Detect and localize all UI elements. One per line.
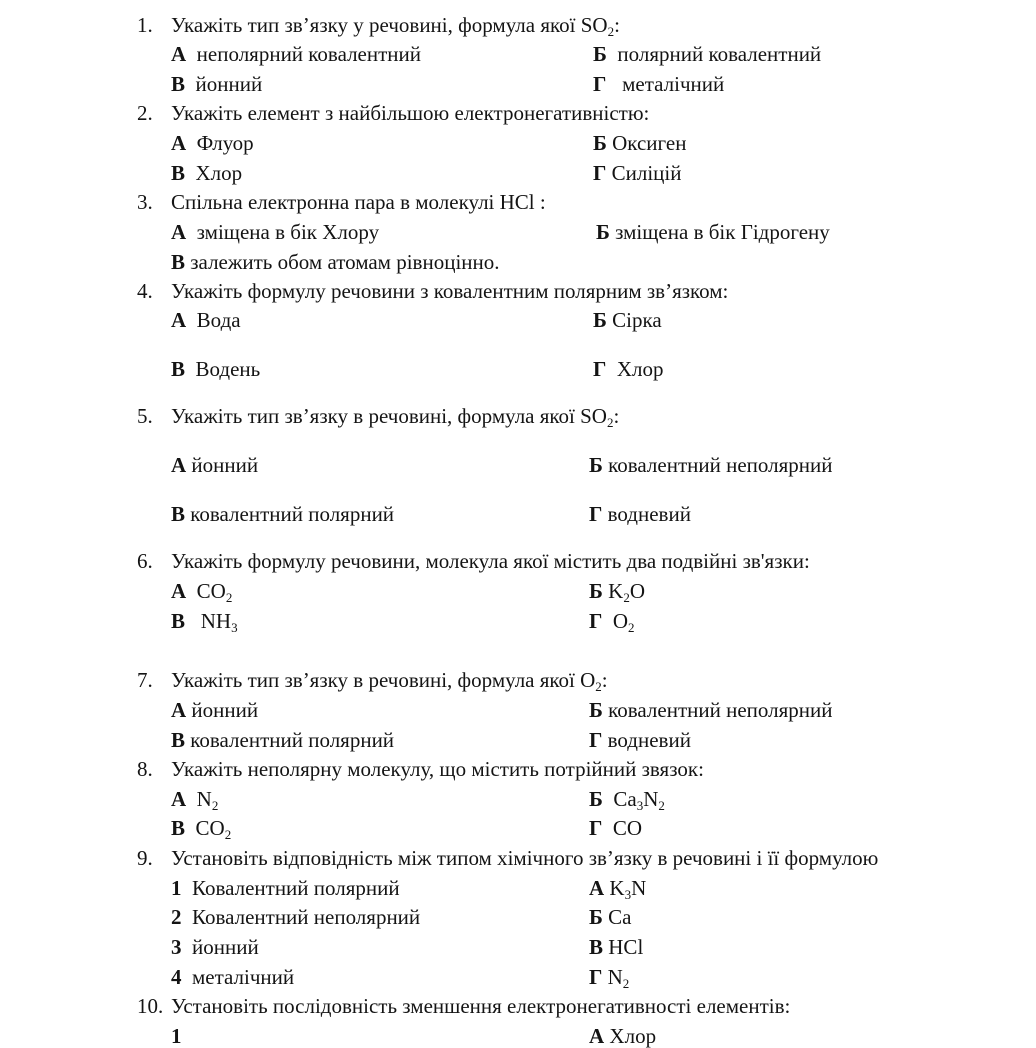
- q8-option-a[interactable]: А $N_2$: [171, 787, 219, 813]
- q4-option-b[interactable]: Б Сірка: [593, 308, 662, 332]
- q1-number: 1.: [137, 13, 153, 37]
- q8-option-b[interactable]: Б $Ca_3N_2$: [589, 787, 665, 813]
- q6-text: Укажіть формулу речовини, молекула якої містить два подвійні зв'язки:: [171, 549, 810, 573]
- q9-text: Установіть відповідність між типом хімічного зв’язку в речовині і її формулою: [171, 846, 879, 870]
- q6-option-a[interactable]: А $CO_2$: [171, 579, 233, 605]
- q8-number: 8.: [137, 757, 153, 781]
- q7-text: Укажіть тип зв’язку в речовині, формула якої $O_2$:: [171, 668, 608, 694]
- q5-option-a[interactable]: А йонний: [171, 453, 259, 477]
- q1-option-a[interactable]: А неполярний ковалентний: [171, 42, 422, 66]
- q5-text: Укажіть тип зв’язку в речовині, формула якої $SO_2$:: [171, 404, 620, 430]
- q10-left-item: 1: [171, 1024, 182, 1048]
- q5-number: 5.: [137, 404, 153, 428]
- q5-option-b[interactable]: Б ковалентний неполярний: [589, 453, 833, 477]
- q1-option-d[interactable]: Г металічний: [593, 72, 725, 96]
- q6-option-b[interactable]: Б $K_2O$: [589, 579, 645, 605]
- q7-option-c[interactable]: В ковалентний полярний: [171, 728, 395, 752]
- q9-left-item: 3 йонний: [171, 935, 259, 959]
- q10-number: 10.: [137, 994, 164, 1018]
- q2-option-b[interactable]: Б Оксиген: [593, 131, 687, 155]
- q9-left-item: 1 Ковалентний полярний: [171, 876, 400, 900]
- q2-number: 2.: [137, 101, 153, 125]
- q3-option-b[interactable]: Б зміщена в бік Гідрогену: [596, 220, 830, 244]
- q2-option-d[interactable]: Г Силіцій: [593, 161, 682, 185]
- q8-option-d[interactable]: Г CO: [589, 816, 643, 840]
- q1-text: Укажіть тип зв’язку у речовині, формула якої $SO_2$:: [171, 13, 620, 39]
- q1-option-b[interactable]: Б полярний ковалентний: [593, 42, 822, 66]
- q9-left-item: 4 металічний: [171, 965, 295, 989]
- q1-option-c[interactable]: В йонний: [171, 72, 263, 96]
- q8-text: Укажіть неполярну молекулу, що містить потрійний звязок:: [171, 757, 704, 781]
- q9-right-item[interactable]: Г $N_2$: [589, 965, 630, 991]
- q2-option-c[interactable]: В Хлор: [171, 161, 243, 185]
- q3-text: Спільна електронна пара в молекулі HCl :: [171, 190, 546, 214]
- q4-option-a[interactable]: А Вода: [171, 308, 241, 332]
- q8-option-c[interactable]: В $CO_2$: [171, 816, 232, 842]
- q5-option-d[interactable]: Г водневий: [589, 502, 691, 526]
- q4-text: Укажіть формулу речовини з ковалентним полярним зв’язком:: [171, 279, 729, 303]
- q5-option-c[interactable]: В ковалентний полярний: [171, 502, 395, 526]
- q10-text: Установіть послідовність зменшення електронегативності елементів:: [171, 994, 791, 1018]
- q7-option-d[interactable]: Г водневий: [589, 728, 691, 752]
- q7-number: 7.: [137, 668, 153, 692]
- q10-right-item[interactable]: А Хлор: [589, 1024, 657, 1048]
- q7-option-a[interactable]: А йонний: [171, 698, 259, 722]
- q9-right-item[interactable]: А $K_3N$: [589, 876, 647, 902]
- q7-option-b[interactable]: Б ковалентний неполярний: [589, 698, 833, 722]
- q3-option-a[interactable]: А зміщена в бік Хлору: [171, 220, 380, 244]
- q4-option-d[interactable]: Г Хлор: [593, 357, 664, 381]
- q9-right-item[interactable]: В HCl: [589, 935, 644, 959]
- q9-right-item[interactable]: Б Ca: [589, 905, 632, 929]
- q2-text: Укажіть елемент з найбільшою електронегативністю:: [171, 101, 650, 125]
- q3-number: 3.: [137, 190, 153, 214]
- q9-left-item: 2 Ковалентний неполярний: [171, 905, 421, 929]
- q6-option-c[interactable]: В $NH_3$: [171, 609, 238, 635]
- q4-number: 4.: [137, 279, 153, 303]
- q2-option-a[interactable]: А Флуор: [171, 131, 254, 155]
- q6-number: 6.: [137, 549, 153, 573]
- q4-option-c[interactable]: В Водень: [171, 357, 261, 381]
- q3-option-c[interactable]: В залежить обом атомам рівноцінно.: [171, 250, 500, 274]
- q6-option-d[interactable]: Г $O_2$: [589, 609, 635, 635]
- q9-number: 9.: [137, 846, 153, 870]
